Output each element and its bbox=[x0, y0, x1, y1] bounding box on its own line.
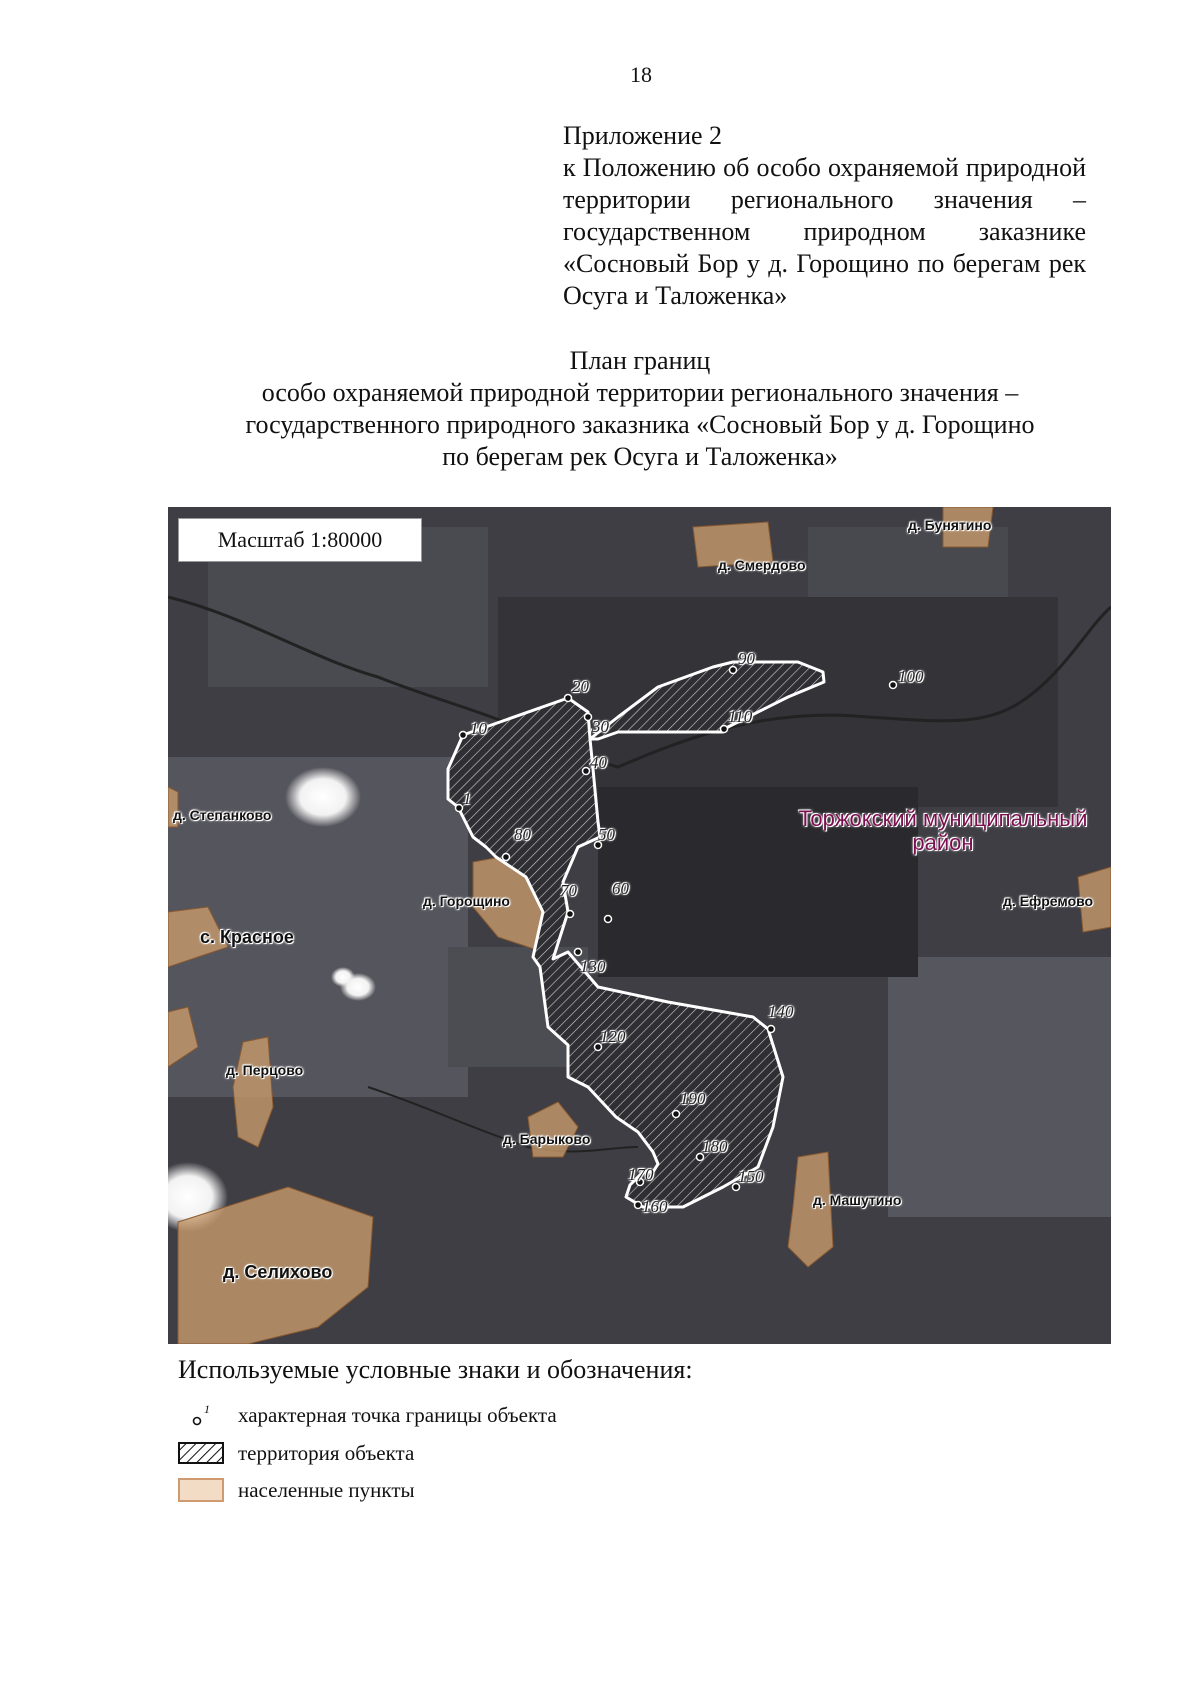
boundary-point bbox=[721, 726, 728, 733]
point-label: 150 bbox=[738, 1167, 764, 1186]
point-label: 20 bbox=[572, 677, 589, 696]
point-label: 30 bbox=[592, 717, 609, 736]
legend-title: Используемые условные знаки и обозначения: bbox=[178, 1355, 693, 1384]
boundary-point bbox=[460, 732, 467, 739]
settlement-label-goroshchino: д. Горощино bbox=[423, 893, 510, 909]
boundary-point bbox=[768, 1026, 775, 1033]
point-label: 70 bbox=[560, 881, 577, 900]
boundary-map bbox=[168, 507, 1111, 1344]
legend-point-label: 1 bbox=[204, 1402, 210, 1416]
point-label: 100 bbox=[898, 667, 924, 686]
plan-title-line-4: по берегам рек Осуга и Таложенка» bbox=[442, 442, 838, 471]
legend-label: территория объекта bbox=[238, 1440, 415, 1465]
point-label: 40 bbox=[590, 753, 607, 772]
cloud bbox=[285, 767, 361, 827]
plan-title-line-2: особо охраняемой природной территории регионального значения – bbox=[261, 378, 1019, 407]
point-label: 1 bbox=[463, 789, 472, 808]
appendix-body: к Положению об особо охраняемой природной территории регионального значения – государственном природном заказнике «Сосновый Бор у д. Горощино по берегам рек Осуга и Таложенка» bbox=[563, 153, 1086, 310]
settlement-label-stepankovo: д. Степанково bbox=[173, 807, 272, 823]
point-label: 80 bbox=[514, 825, 531, 844]
plan-title-line-3: государственного природного заказника «Сосновый Бор у д. Горощино bbox=[245, 410, 1035, 439]
legend-item-point bbox=[178, 1402, 557, 1428]
region-label: Торжокский муниципальный район bbox=[798, 806, 1088, 855]
settlement-label-efremovo: д. Ефремово bbox=[1003, 893, 1094, 909]
settlement-label-bunyatino: д. Бунятино bbox=[908, 517, 992, 533]
boundary-point bbox=[605, 916, 612, 923]
point-label: 110 bbox=[728, 707, 753, 726]
point-label: 60 bbox=[612, 879, 629, 898]
point-label: 190 bbox=[680, 1089, 706, 1108]
boundary-point bbox=[575, 949, 582, 956]
map-scale: Масштаб 1:80000 bbox=[178, 518, 422, 562]
plan-title-line-1: План границ bbox=[569, 346, 711, 375]
point-label: 170 bbox=[628, 1165, 654, 1184]
field-area bbox=[888, 957, 1111, 1217]
point-label: 160 bbox=[642, 1197, 668, 1216]
settlement-label-barykovo: д. Барыково bbox=[503, 1131, 591, 1147]
point-label: 50 bbox=[598, 825, 615, 844]
legend-item-settlement bbox=[178, 1477, 415, 1503]
settlement-label-selikhovo: д. Селихово bbox=[223, 1262, 333, 1282]
boundary-point bbox=[456, 805, 463, 812]
settlement-label-krasnoe: с. Красное bbox=[200, 927, 294, 947]
hatched-area-icon bbox=[178, 1440, 224, 1466]
settlement-label-pertsovo: д. Перцово bbox=[226, 1062, 304, 1078]
boundary-point bbox=[503, 854, 510, 861]
map-graphic bbox=[168, 507, 1111, 1344]
legend-label: характерная точка границы объекта bbox=[238, 1402, 557, 1427]
page-number: 18 bbox=[630, 62, 652, 87]
point-label: 140 bbox=[768, 1002, 794, 1021]
appendix-title: Приложение 2 bbox=[563, 121, 723, 150]
cloud bbox=[331, 967, 355, 987]
settlement-swatch-icon bbox=[178, 1477, 224, 1503]
point-label: 130 bbox=[580, 957, 606, 976]
point-label: 10 bbox=[470, 719, 487, 738]
boundary-point bbox=[567, 911, 574, 918]
boundary-point-icon bbox=[178, 1402, 224, 1428]
appendix-block bbox=[563, 120, 1086, 312]
legend-item-territory bbox=[178, 1440, 414, 1466]
settlement-label-mashutino: д. Машутино bbox=[813, 1192, 902, 1208]
boundary-point bbox=[635, 1202, 642, 1209]
boundary-point bbox=[890, 682, 897, 689]
boundary-point bbox=[583, 768, 590, 775]
point-label: 120 bbox=[600, 1027, 626, 1046]
boundary-point bbox=[585, 714, 592, 721]
boundary-point bbox=[673, 1111, 680, 1118]
legend-label: населенные пункты bbox=[238, 1477, 415, 1502]
point-label: 90 bbox=[738, 649, 755, 668]
plan-title bbox=[180, 345, 1100, 473]
boundary-point bbox=[730, 667, 737, 674]
point-label: 180 bbox=[702, 1137, 728, 1156]
settlement-label-smerdovo: д. Смердово bbox=[718, 557, 806, 573]
boundary-point bbox=[565, 695, 572, 702]
